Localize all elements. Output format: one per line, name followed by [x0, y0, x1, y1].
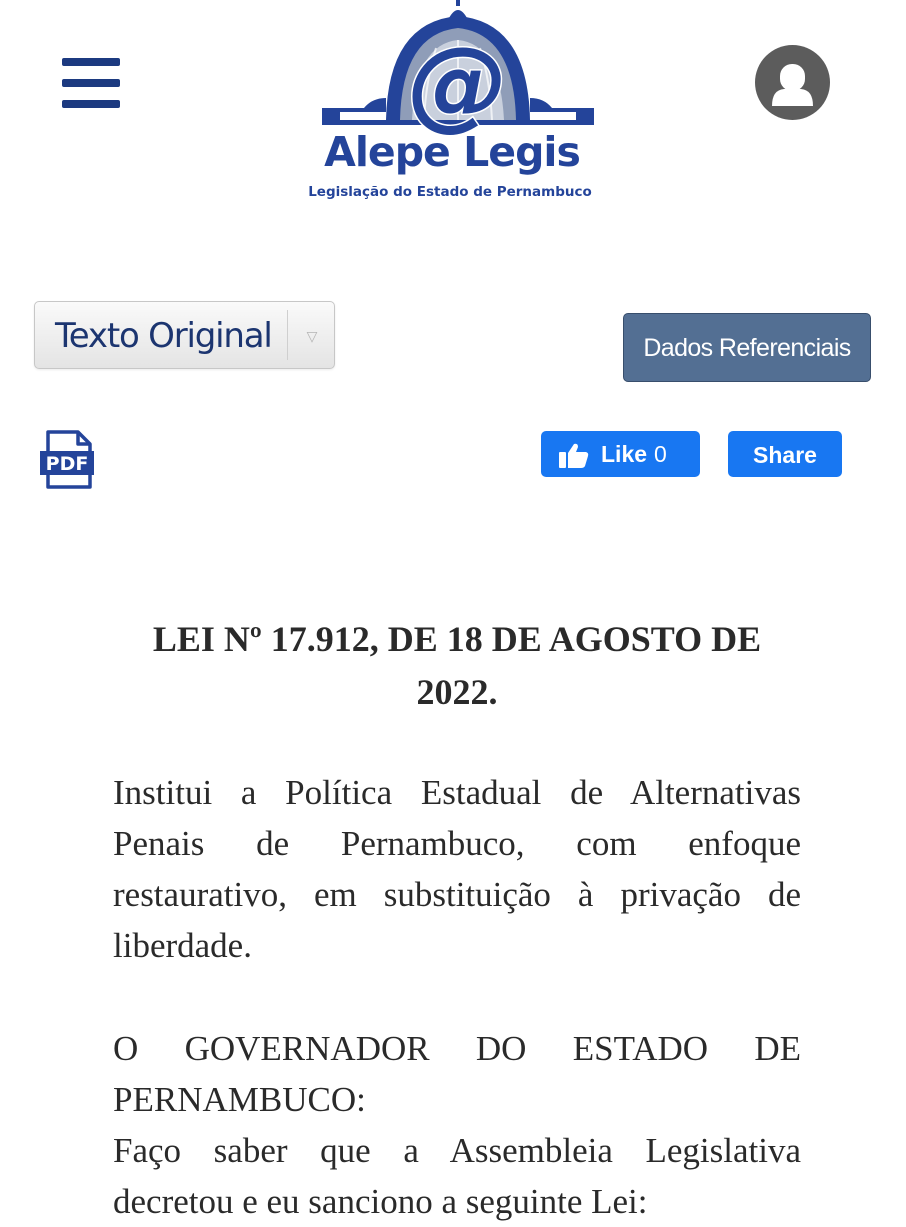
select-divider	[287, 310, 288, 360]
enactment-paragraph: Faço saber que a Assembleia Legislativa decretou e eu sanciono a seguinte Lei:	[113, 1131, 801, 1221]
version-select-value: Texto Original	[55, 316, 272, 356]
facebook-like-button[interactable]	[541, 431, 700, 477]
svg-text:@: @	[408, 25, 508, 135]
logo-subtitle: Legislação do Estado de Pernambuco	[308, 184, 592, 200]
law-ementa: Institui a Política Estadual de Alternativas Penais de Pernambuco, com enfoque restaurativo, em substituição à privação de liberdade.	[113, 773, 801, 965]
law-title: LEI Nº 17.912, DE 18 DE AGOSTO DE 2022.	[152, 619, 762, 712]
dados-referenciais-button[interactable]: Dados Referenciais	[623, 313, 871, 382]
alepe-legis-logo[interactable]	[300, 0, 620, 210]
governor-line: O GOVERNADOR DO ESTADO DE PERNAMBUCO:	[113, 1029, 801, 1119]
chevron-down-icon: ▽	[306, 328, 318, 344]
pdf-file-icon[interactable]	[40, 430, 96, 490]
dome-at-logo-icon	[300, 0, 620, 135]
like-count: 0	[654, 441, 667, 467]
facebook-share-button[interactable]: Share	[728, 431, 842, 477]
user-avatar-icon[interactable]	[755, 45, 830, 120]
pdf-label: PDF	[45, 453, 89, 475]
like-label: Like	[601, 441, 648, 467]
thumbs-up-icon	[559, 442, 589, 468]
logo-title: Alepe Legis	[324, 128, 580, 176]
hamburger-menu-icon[interactable]	[62, 58, 120, 108]
person-silhouette-icon	[755, 45, 830, 120]
version-select[interactable]	[34, 301, 335, 369]
